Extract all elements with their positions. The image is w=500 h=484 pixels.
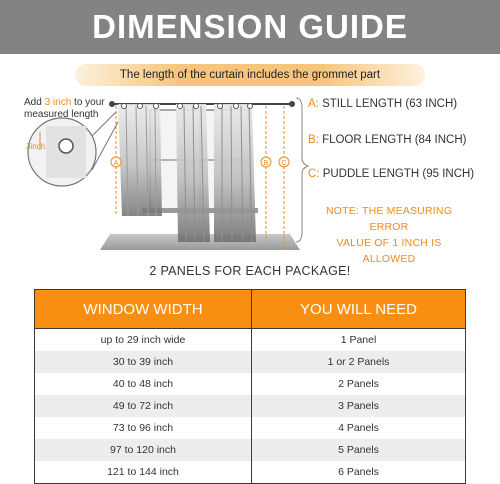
panel-size-table [34,289,466,484]
grommet-note-suffix: to your [71,97,105,108]
spec-text: PUDDLE LENGTH (95 INCH) [319,168,475,180]
panels-needed-cell: 2 Panels [252,373,466,395]
label-a: A [113,160,119,167]
header-window-width: WINDOW WIDTH [35,290,252,329]
spec-puddle-length [308,168,474,180]
window-width-cell: 30 to 39 inch [35,351,252,373]
panels-per-package: 2 PANELS FOR EACH PACKAGE! [149,264,351,278]
spec-floor-length [308,134,466,146]
table-row [35,351,466,373]
note-line1: NOTE: THE MEASURING ERROR [325,205,453,233]
measuring-error-note [310,203,468,267]
window-width-cell: 49 to 72 inch [35,395,252,417]
spec-key: C: [308,168,320,180]
table-row [35,329,466,352]
spec-key: B: [308,134,319,146]
panels-needed-cell: 3 Panels [252,395,466,417]
window-width-cell: 40 to 48 inch [35,373,252,395]
label-b: B [263,160,269,167]
label-c: C [281,160,287,167]
window-width-cell: up to 29 inch wide [35,329,252,352]
window-width-cell: 97 to 120 inch [35,439,252,461]
window-width-cell: 73 to 96 inch [35,417,252,439]
grommet-note-line2: measured length [24,109,99,120]
table-row [35,417,466,439]
table-row [35,395,466,417]
panels-needed-cell: 1 Panel [252,329,466,352]
spec-still-length [308,98,457,110]
table-row [35,373,466,395]
subtitle-banner [75,64,425,86]
table-row [35,439,466,461]
page-title: DIMENSION GUIDE [92,8,408,45]
window-width-cell: 121 to 144 inch [35,461,252,484]
note-line2: VALUE OF 1 INCH IS ALLOWED [336,237,442,265]
header-banner [0,0,500,54]
grommet-note-highlight: 3 inch [44,97,72,108]
panels-needed-cell: 5 Panels [252,439,466,461]
panels-needed-cell: 4 Panels [252,417,466,439]
right-bracket [296,98,308,242]
spec-key: A: [308,98,319,110]
header-you-will-need: YOU WILL NEED [252,290,466,329]
table-header-row [35,290,466,329]
panels-needed-cell: 1 or 2 Panels [252,351,466,373]
spec-text: FLOOR LENGTH (84 INCH) [318,134,467,146]
grommet-size-label: 3inch [26,142,46,151]
spec-text: STILL LENGTH (63 INCH) [318,98,458,110]
grommet-note [24,97,105,121]
panels-needed-cell: 6 Panels [252,461,466,484]
grommet-note-prefix: Add [24,97,45,108]
table-row [35,461,466,484]
subtitle-text: The length of the curtain includes the grommet part [119,69,381,81]
